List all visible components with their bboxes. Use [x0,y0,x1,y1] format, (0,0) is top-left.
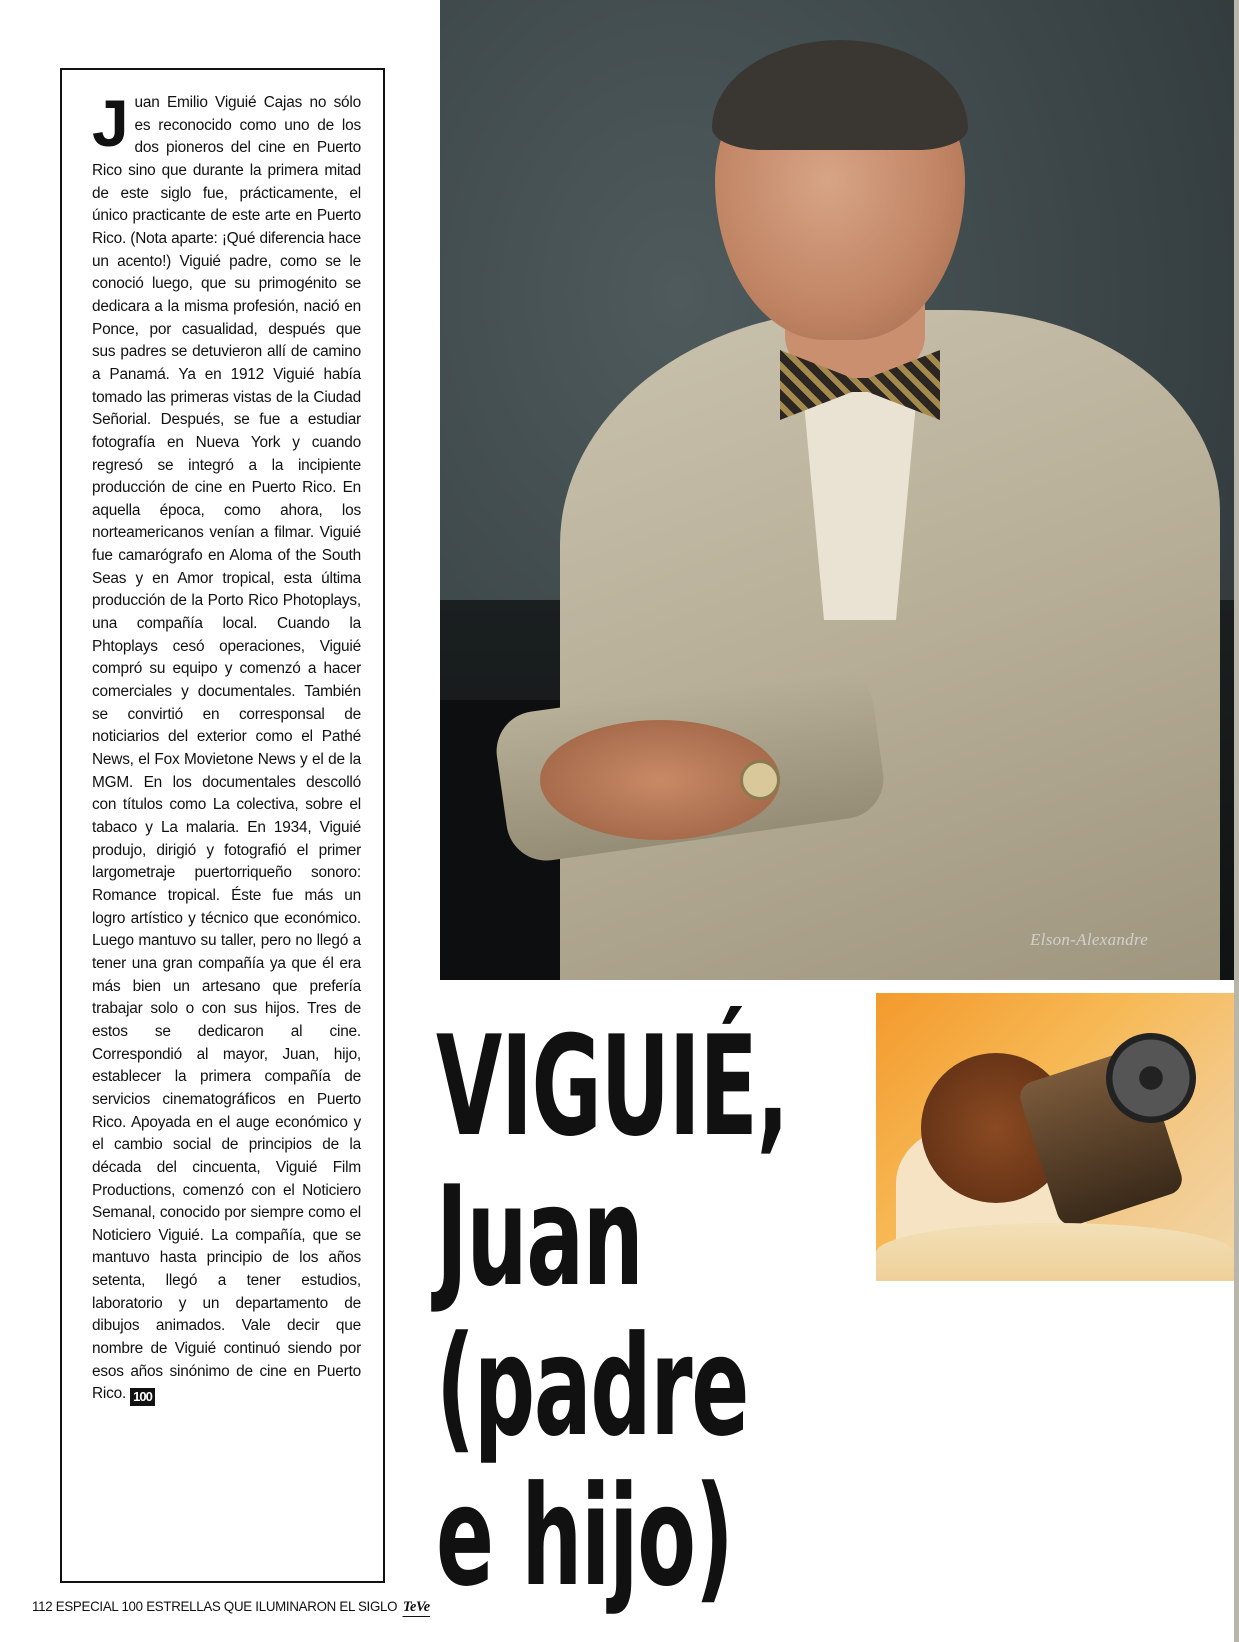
teve-logo: TeVe [402,1599,430,1615]
footer-text: 112 ESPECIAL 100 ESTRELLAS QUE ILUMINARON EL SIGLO [32,1598,398,1614]
wristwatch [740,760,780,800]
film-reel [1106,1033,1196,1123]
end-mark-logo: 100 [130,1388,155,1406]
article-text [92,86,361,1406]
drop-cap: J [92,86,129,160]
photo-credit: Elson-Alexandre [1030,930,1149,949]
article-box [60,68,385,1583]
headline-line-4: e hijo) [436,1456,733,1617]
page-footer [32,1598,430,1617]
inset-photo-camera [876,993,1234,1281]
portrait-photo [440,0,1234,980]
headline-line-1: VIGUIÉ, [436,1006,788,1167]
headline-line-2: Juan [436,1156,643,1317]
page-edge-strip [1234,0,1239,1642]
article-body: uan Emilio Viguié Cajas no sólo es reconocido como uno de los dos pioneros del cine en Puerto Rico sino que durante la primera mitad de este siglo fue, prácticamente, el único practicante de este arte en Puerto Rico. (Nota aparte: ¡Qué diferencia hace un acento!) Viguié padre, como se le conoció luego, que su primogénito se dedicara a la misma profesión, nació en Ponce, por casualidad, después que sus padres se detuvieron allí de camino a Panamá. Ya en 1912 Viguié había tomado las primeras vistas de la Ciudad Señorial. Después, se fue a estudiar fotografía en Nueva York y cuando regresó se integró a la incipiente producción de cine en Puerto Rico. En aquella época, como ahora, los norteamericanos venían a filmar. Viguié fue camarógrafo en Aloma of the South Seas y en Amor tropical, esta última producción de la Porto Rico Photoplays, una compañía local. Cuando la Phtoplays cesó operaciones, Viguié compró su equipo y comenzó a hacer comerciales y documentales. También se convirtió en corresponsal de noticiarios del exterior como el Pathé News, el Fox Movietone News y el de la MGM. En los documentales descolló con títulos como La colectiva, sobre el tabaco y La malaria. En 1934, Viguié produjo, dirigió y fotografió el primer largometraje puertorriqueño sonoro: Romance tropical. Éste fue más un logro artístico y técnico que económico. Luego mantuvo su taller, pero no llegó a tener una gran compañía ya que él era más bien un artesano que prefería trabajar solo o con sus hijos. Tres de estos se dedicaron al cine. Correspondió al mayor, Juan, hijo, establecer la primera compañía de servicios cinematográficos en Puerto Rico. Apoyada en el auge económico y el cambio social de principios de la década del cincuenta, Viguié Film Productions, comenzó con el Noticiero Semanal, conocido por siempre como el Noticiero Viguié. La compañía, que se mantuvo hasta principio de los años setenta, llegó a tener estudios, laboratorio y un departamento de dibujos animados. Vale decir que nombre de Viguié continuó siendo por esos años sinónimo de cine en Puerto Rico. [92,94,361,1403]
headline-line-3: (padre [436,1306,749,1467]
